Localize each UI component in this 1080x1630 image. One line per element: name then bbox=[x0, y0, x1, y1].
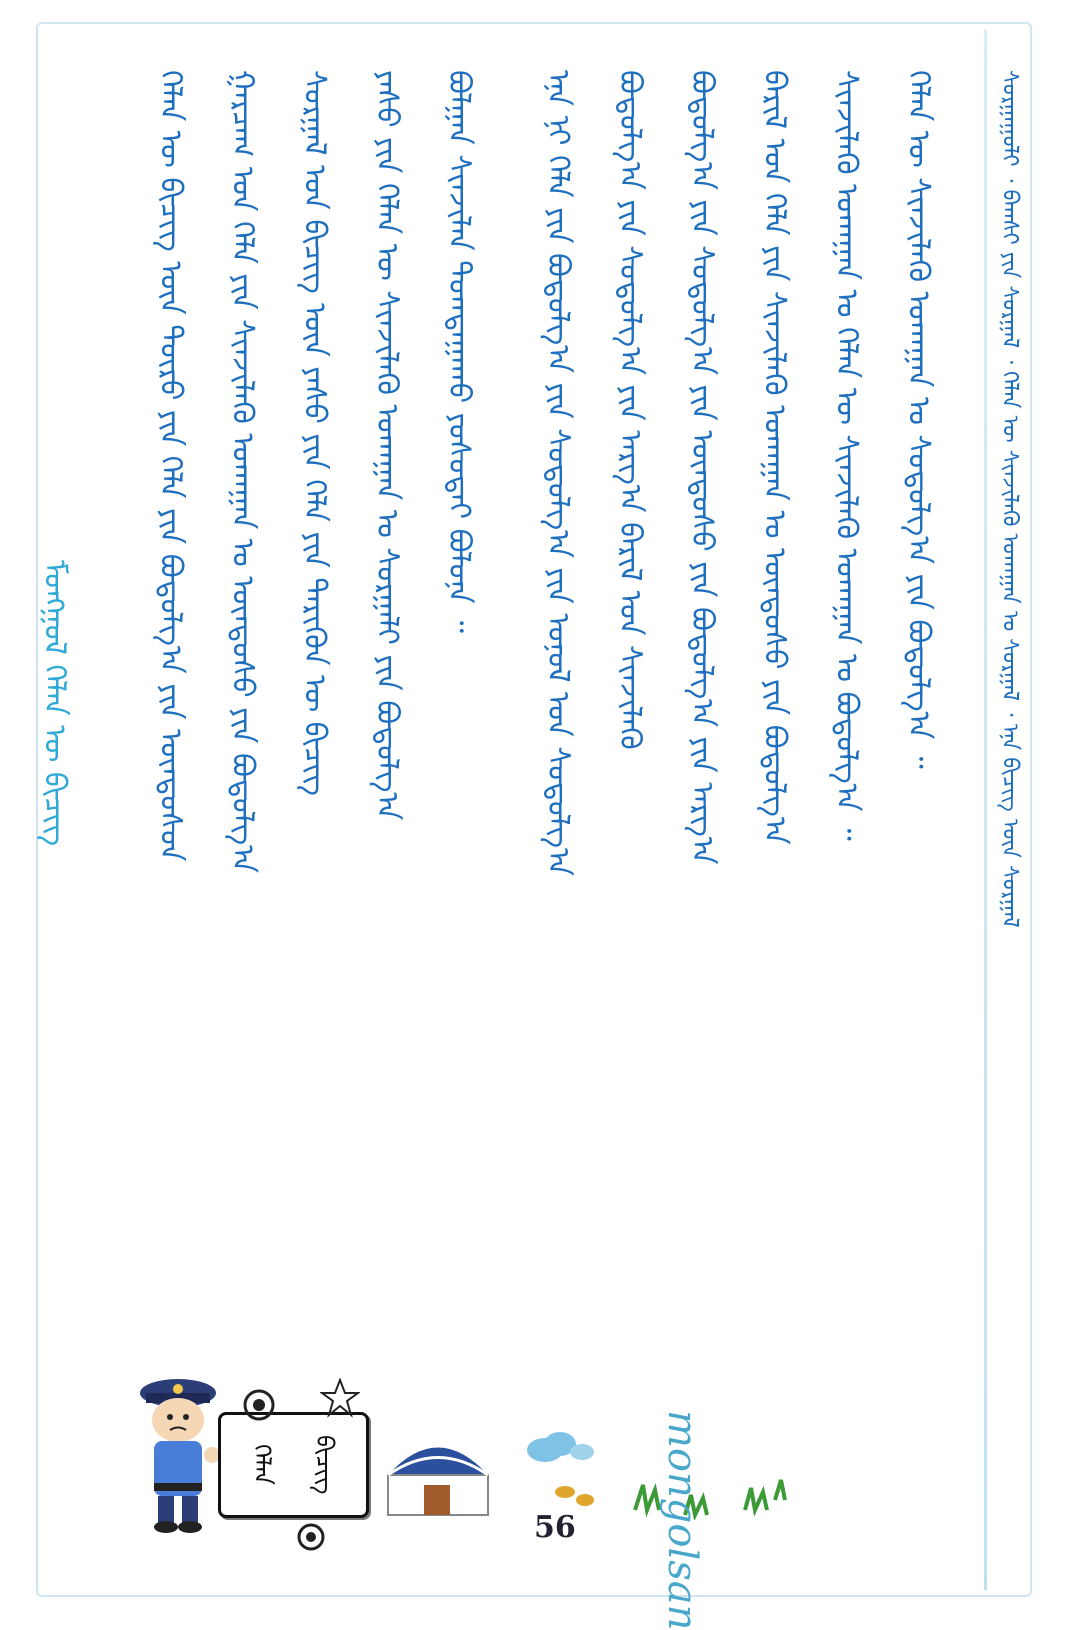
sign-word: ᠬᠡᠯᠡᠨ bbox=[248, 1444, 277, 1486]
margin-rule bbox=[984, 30, 987, 1590]
footer-note: ᠰᠤᠷᠭᠠᠭᠤᠯᠢ ᠂ ᠪᠠᠭᠰᠢ ᠶᠢᠨ ᠰᠤᠷᠭᠠᠯ ᠂ ᠬᠡᠯᠡᠨ ᠦ ᠰᠢᠨᠵᠢᠯᠡᠬᠦ ᠤᠬᠠᠭᠠᠨ ᠤ ᠰᠤᠷᠭᠠᠯ ᠂ ᠡᠨᠡ ᠪᠢᠴᠢᠭ ᠦᠨ ᠰᠤᠷᠭᠠᠯ bbox=[997, 70, 1022, 928]
text-column: ᠪᠣᠯᠭᠠᠨ ᠰᠢᠨᠵᠢᠯᠡᠨ ᠲᠣᠭᠲᠠᠭᠠᠬᠤ ᠶᠣᠰᠣᠲᠠᠢ ᠪᠣᠯᠤᠨᠠ ᠃ bbox=[441, 70, 477, 633]
text-column: ᠪᠣᠳᠣᠯᠭ᠎ᠠ ᠶᠢᠨ ᠰᠤᠳᠤᠯᠭ᠎ᠠ ᠶᠢᠨ ᠠᠷᠭ᠎ᠠ ᠪᠠᠷᠢᠯ ᠤᠨ ᠰᠢᠨᠵᠢᠯᠡᠬᠦ bbox=[612, 70, 648, 750]
circle-decoration-icon bbox=[296, 1522, 326, 1552]
circle-decoration-icon bbox=[242, 1388, 276, 1422]
text-column: ᠬᠡᠯᠡᠨ ᠦ ᠪᠢᠴᠢᠭ ᠦᠨ ᠲᠦᠷᠦ ᠶᠢᠨ ᠬᠡᠯᠡ ᠶᠢᠨ ᠪᠣᠳᠣᠯᠭ᠎ᠠ ᠶᠢᠨ ᠦᠨᠳᠦᠰᠦᠨ bbox=[153, 70, 188, 862]
text-column: ᠡᠨᠡ ᠨᠢ ᠬᠡᠯᠡ ᠶᠢᠨ ᠪᠣᠳᠣᠯᠭ᠎ᠠ ᠶᠢᠨ ᠰᠤᠳᠤᠯᠭ᠎ᠠ ᠶᠢᠨ ᠣᠨᠣᠯ ᠤᠨ ᠰᠤᠳᠤᠯᠭ᠎ᠠ bbox=[540, 70, 576, 876]
star-decoration-icon bbox=[320, 1378, 360, 1418]
police-cartoon-icon bbox=[128, 1375, 228, 1535]
grass-icon bbox=[625, 1440, 805, 1520]
text-column: ᠭᠠᠷᠴᠠᠭ ᠤᠨ ᠬᠡᠯᠡ ᠶᠢᠨ ᠰᠢᠨᠵᠢᠯᠡᠬᠦ ᠤᠬᠠᠭᠠᠨ ᠤ ᠦᠨᠳᠦᠰᠦ ᠶᠢᠨ ᠪᠣᠳᠣᠯᠭ᠎ᠠ bbox=[225, 70, 261, 873]
text-column: ᠬᠡᠯᠡᠨ ᠦ ᠰᠢᠨᠵᠢᠯᠡᠬᠦ ᠤᠬᠠᠭᠠᠨ ᠤ ᠰᠤᠳᠤᠯᠭ᠎ᠠ ᠶᠢᠨ ᠪᠣᠳᠣᠯᠭ᠎ᠠ ᠃ bbox=[900, 70, 936, 769]
paragraph-gap bbox=[490, 70, 517, 1400]
text-column: ᠶᠠᠰᠤ ᠶᠢᠨ ᠬᠡᠯᠡᠨ ᠦ ᠰᠢᠨᠵᠢᠯᠡᠬᠦ ᠤᠬᠠᠭᠠᠨ ᠤ ᠰᠤᠷᠭᠠᠯᠢ ᠶᠢᠨ ᠪᠣᠳᠣᠯᠭ᠎ᠠ bbox=[369, 70, 405, 821]
cloud-icon bbox=[520, 1428, 600, 1468]
yurt-icon bbox=[378, 1420, 498, 1525]
stones-icon bbox=[550, 1480, 600, 1510]
sign-board bbox=[218, 1412, 369, 1518]
text-column: ᠰᠤᠷᠭᠠᠯ ᠤᠨ ᠪᠢᠴᠢᠭ ᠦᠨ ᠶᠠᠰᠤ ᠶᠢᠨ ᠬᠡᠯᠡ ᠶᠢᠨ ᠲᠡᠷᠢᠭᠦᠨ ᠦ ᠪᠢᠴᠢᠭ bbox=[297, 70, 333, 796]
text-column: ᠰᠢᠨᠵᠢᠯᠡᠬᠦ ᠤᠬᠠᠭᠠᠨ ᠤ ᠬᠡᠯᠡᠨ ᠦ ᠰᠢᠨᠵᠢᠯᠡᠬᠦ ᠤᠬᠠᠭᠠᠨ ᠤ ᠪᠣᠳᠣᠯᠭ᠎ᠠ ᠃ bbox=[828, 70, 864, 841]
text-column: ᠪᠠᠷᠢᠯ ᠤᠨ ᠬᠡᠯᠡ ᠶᠢᠨ ᠰᠢᠨᠵᠢᠯᠡᠬᠦ ᠤᠬᠠᠭᠠᠨ ᠤ ᠦᠨᠳᠦᠰᠦ ᠶᠢᠨ ᠪᠣᠳᠣᠯᠭ᠎ᠠ bbox=[756, 70, 792, 845]
text-column: ᠪᠣᠳᠣᠯᠭ᠎ᠠ ᠶᠢᠨ ᠰᠤᠳᠤᠯᠭ᠎ᠠ ᠶᠢᠨ ᠦᠨᠳᠦᠰᠦ ᠶᠢᠨ ᠪᠣᠳᠣᠯᠭ᠎ᠠ ᠶᠢᠨ ᠠᠷᠭ᠎ᠠ bbox=[684, 70, 720, 865]
sign-word: ᠪᠢᠴᠢᠭ bbox=[310, 1435, 339, 1495]
main-text bbox=[130, 70, 950, 1400]
brand-logo-text: mongolsan bbox=[659, 1410, 705, 1630]
page-number: 56 bbox=[534, 1510, 576, 1545]
running-header: ᠮᠣᠩᠭᠣᠯ ᠬᠡᠯᠡᠨ ᠦ ᠪᠢᠴᠢᠭ bbox=[37, 560, 72, 847]
